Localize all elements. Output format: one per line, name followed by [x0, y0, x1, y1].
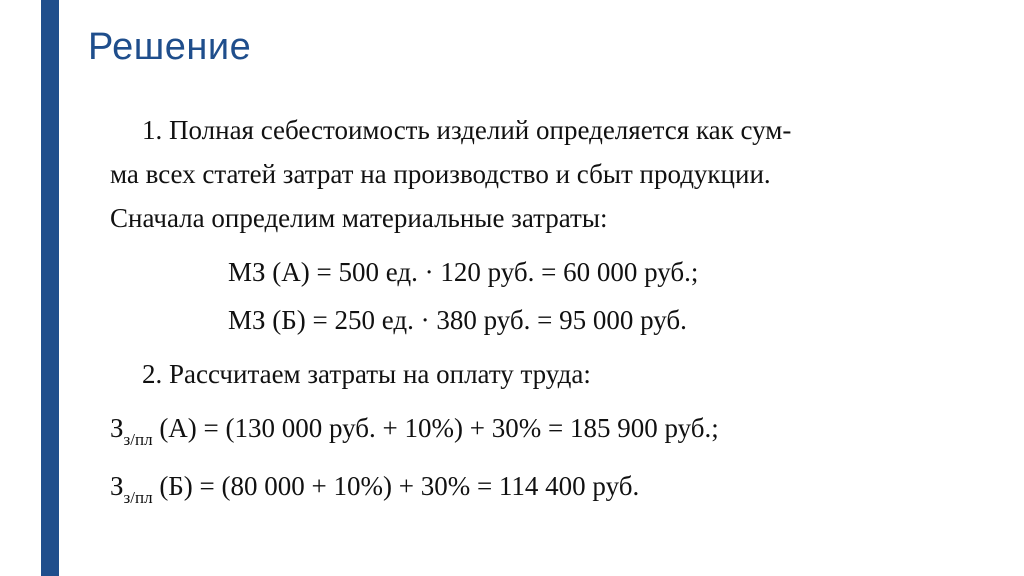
accent-bar [41, 0, 59, 576]
labor-subscript: з/пл [123, 488, 153, 507]
formula-labor-costs-b [110, 464, 990, 512]
labor-symbol: З [110, 413, 124, 443]
paragraph-1-line-2: ма всех статей затрат на производство и сбыт продукции. [110, 159, 771, 189]
labor-formula-b-text: (Б) = (80 000 + 10%) + 30% = 114 400 руб. [152, 471, 640, 501]
formula-material-costs-a: МЗ (А) = 500 ед. · 120 руб. = 60 000 руб.; [228, 257, 699, 287]
labor-symbol: З [110, 471, 124, 501]
labor-formula-a-text: (А) = (130 000 руб. + 10%) + 30% = 185 900 руб.; [152, 413, 719, 443]
paragraph-1-line-3: Сначала определим материальные затраты: [110, 203, 608, 233]
paragraph-2-line-1: 2. Рассчитаем затраты на оплату труда: [142, 359, 591, 389]
paragraph-1-line-1: 1. Полная себестоимость изделий определяется как сум- [142, 115, 792, 145]
formula-material-costs-b: МЗ (Б) = 250 ед. · 380 руб. = 95 000 руб. [228, 305, 687, 335]
formula-labor-costs-a [110, 406, 990, 454]
solution-text-block [110, 108, 990, 512]
labor-subscript: з/пл [123, 430, 153, 449]
slide-title: Решение [88, 26, 252, 68]
